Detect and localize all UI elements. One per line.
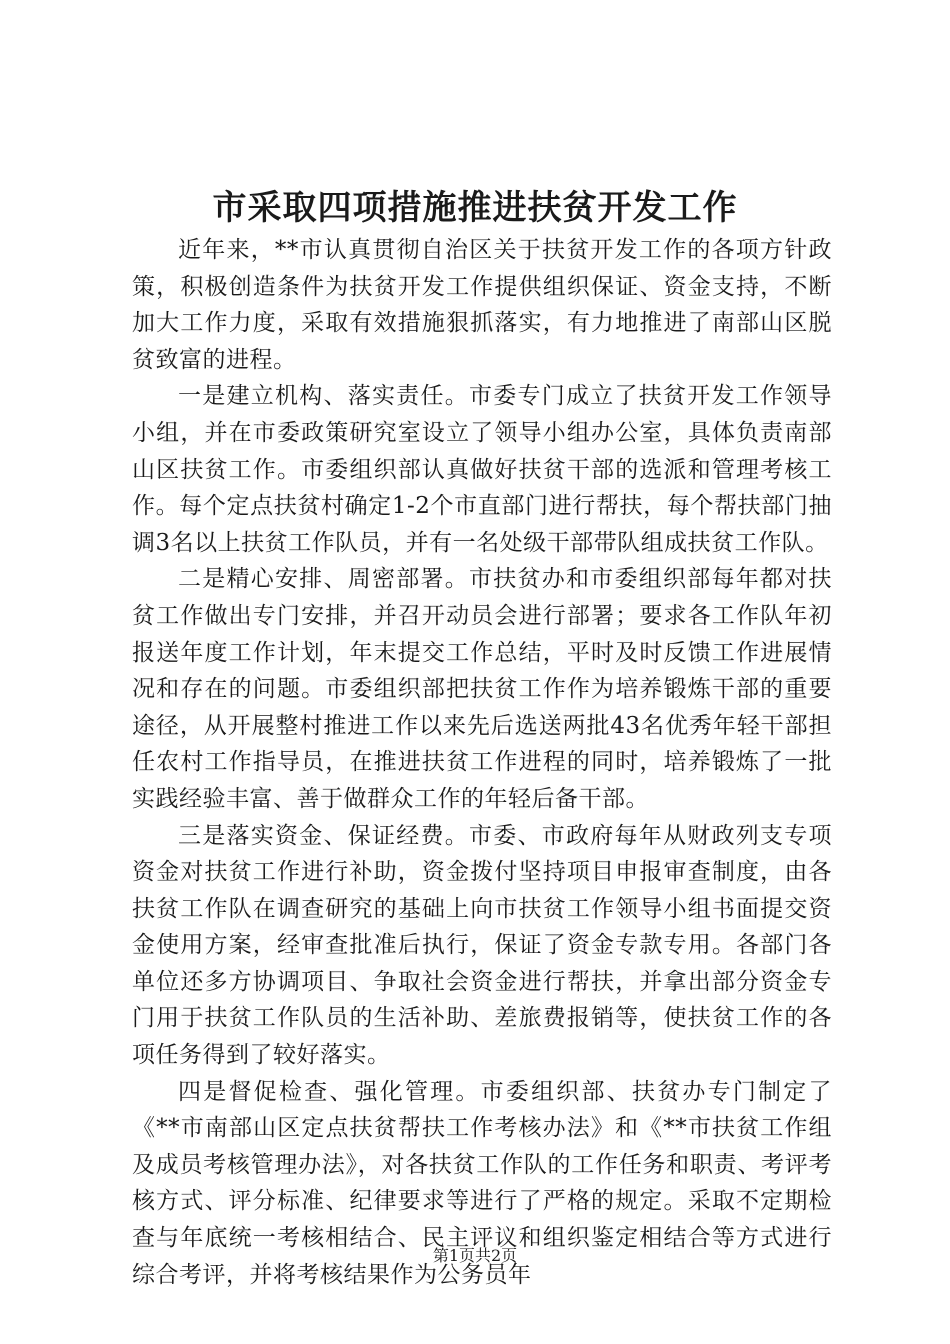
document-title: 市采取四项措施推进扶贫开发工作: [212, 188, 738, 228]
document-body: [132, 232, 832, 1293]
page-total: 共2页: [475, 1246, 518, 1265]
paragraph-measure-2: 二是精心安排、周密部署。市扶贫办和市委组织部每年都对扶贫工作做出专门安排，并召开动员会进行部署；要求各工作队年初报送年度工作计划，年末提交工作总结，平时及时反馈工作进展情况和存在的问题。市委组织部把扶贫工作作为培养锻炼干部的重要途径，从开展整村推进工作以来先后选送两批43名优秀年轻干部担任农村工作指导员，在推进扶贫工作进程的同时，培养锻炼了一批实践经验丰富、善于做群众工作的年轻后备干部。: [132, 566, 832, 812]
paragraph-measure-4: 四是督促检查、强化管理。市委组织部、扶贫办专门制定了《**市南部山区定点扶贫帮扶工作考核办法》和《**市扶贫工作组及成员考核管理办法》，对各扶贫工作队的工作任务和职责、考评考核方式、评分标准、纪律要求等进行了严格的规定。采取不定期检查与年底统一考核相结合、民主评议和组织鉴定相结合等方式进行综合考评，并将考核结果作为公务员年: [132, 1078, 832, 1288]
page-number: 第1页: [432, 1246, 475, 1265]
paragraph-measure-3: 三是落实资金、保证经费。市委、市政府每年从财政列支专项资金对扶贫工作进行补助，资金拨付坚持项目申报审查制度，由各扶贫工作队在调查研究的基础上向市扶贫工作领导小组书面提交资金使用方案，经审查批准后执行，保证了资金专款专用。各部门各单位还多方协调项目、争取社会资金进行帮扶，并拿出部分资金专门用于扶贫工作队员的生活补助、差旅费报销等，使扶贫工作的各项任务得到了较好落实。: [132, 822, 832, 1069]
page-footer: [0, 1246, 950, 1266]
paragraph-intro: 近年来，**市认真贯彻自治区关于扶贫开发工作的各项方针政策，积极创造条件为扶贫开发工作提供组织保证、资金支持，不断加大工作力度，采取有效措施狠抓落实，有力地推进了南部山区脱贫致富的进程。: [132, 237, 832, 373]
paragraph-measure-1: 一是建立机构、落实责任。市委专门成立了扶贫开发工作领导小组，并在市委政策研究室设立了领导小组办公室，具体负责南部山区扶贫工作。市委组织部认真做好扶贫干部的选派和管理考核工作。每个定点扶贫村确定1-2个市直部门进行帮扶，每个帮扶部门抽调3名以上扶贫工作队员，并有一名处级干部带队组成扶贫工作队。: [132, 383, 832, 556]
